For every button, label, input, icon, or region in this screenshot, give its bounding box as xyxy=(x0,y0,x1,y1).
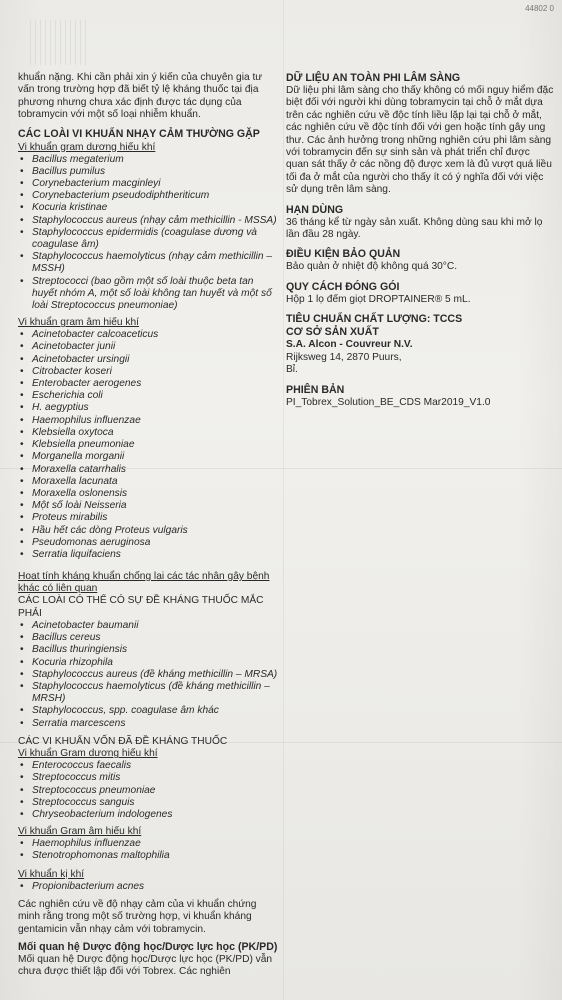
corner-code: 44802 0 xyxy=(525,4,554,13)
list-item: • Haemophilus influenzae xyxy=(18,838,280,850)
pkpd-paragraph: Mối quan hệ Dược động học/Dược lực học (PK/PD) vẫn chưa được thiết lập đối với Tobrex. Các nghiên xyxy=(18,954,273,978)
list-item: • Bacillus cereus xyxy=(18,632,280,644)
list-item: • Corynebacterium pseudodiphtheriticum xyxy=(18,190,280,202)
inherent-pos-list xyxy=(18,760,280,821)
list-item: • Moraxella oslonensis xyxy=(18,488,280,500)
list-item: • Acinetobacter junii xyxy=(18,341,280,353)
list-item: • Corynebacterium macginleyi xyxy=(18,178,280,190)
list-item: • Serratia marcescens xyxy=(18,718,280,730)
list-item: • Staphylococcus haemolyticus (đề kháng methicillin –MRSH) xyxy=(18,681,280,705)
list-item: • Enterobacter aerogenes xyxy=(18,378,280,390)
list-item: • Streptococcus sanguis xyxy=(18,797,280,809)
left-column xyxy=(18,72,280,979)
quality-heading: TIÊU CHUẨN CHẤT LƯỢNG: TCCS xyxy=(286,313,463,326)
maker-name: S.A. Alcon - Couvreur N.V. xyxy=(286,339,413,351)
list-item: • Staphylococcus aureus (nhạy cảm methicillin - MSSA) xyxy=(18,215,280,227)
list-item: • Bacillus thuringiensis xyxy=(18,644,280,656)
list-item: • Citrobacter koseri xyxy=(18,366,280,378)
list-item: • Pseudomonas aeruginosa xyxy=(18,537,280,549)
list-item: • Klebsiella oxytoca xyxy=(18,427,280,439)
list-item: • Escherichia coli xyxy=(18,390,280,402)
inherent-gram-neg-label: Vi khuẩn Gram âm hiếu khí xyxy=(18,826,142,838)
intro-paragraph: khuẩn nặng. Khi cần phải xin ý kiến của chuyên gia tư vấn trong trường hợp đã biết tỷ lệ kháng thuốc tại địa phương nhưng chưa xác định được tác dụng của tobramycin với một số loại nhiễm khuẩn. xyxy=(18,72,263,121)
list-item: • H. aegyptius xyxy=(18,402,280,414)
list-item: • Moraxella lacunata xyxy=(18,476,280,488)
gram-pos-aerobic-label: Vi khuẩn gram dương hiếu khí xyxy=(18,141,156,153)
list-item: • Acinetobacter calcoaceticus xyxy=(18,329,280,341)
acquired-list xyxy=(18,620,280,730)
studies-paragraph: Các nghiên cứu về độ nhạy cảm của vi khuẩn chứng minh rằng trong một số trường hợp, vi khuẩn kháng gentamicin vẫn nhạy cảm với tobramycin. xyxy=(18,898,257,935)
list-item: • Kocuria rhizophila xyxy=(18,657,280,669)
list-item: • Staphylococcus haemolyticus (nhạy cảm methicillin – MSSH) xyxy=(18,251,280,275)
inherent-neg-list xyxy=(18,838,280,862)
list-item: • Staphylococcus, spp. coagulase âm khác xyxy=(18,705,280,717)
list-item: • Staphylococcus epidermidis (coagulase dương và coagulase âm) xyxy=(18,227,280,251)
list-item: • Một số loài Neisseria xyxy=(18,500,280,512)
inherent-heading: CÁC VI KHUẨN VỐN ĐÃ ĐỀ KHÁNG THUỐC xyxy=(18,735,228,747)
gram-neg-list xyxy=(18,329,280,561)
inherent-gram-pos-label: Vi khuẩn Gram dương hiếu khí xyxy=(18,748,158,760)
gram-neg-aerobic-label: Vi khuẩn gram âm hiếu khí xyxy=(18,317,139,329)
storage-heading: ĐIỀU KIỆN BẢO QUẢN xyxy=(286,248,401,261)
maker-heading: CƠ SỞ SẢN XUẤT xyxy=(286,326,379,339)
list-item: • Morganella morganii xyxy=(18,451,280,463)
anaerobic-label: Vi khuẩn kị khí xyxy=(18,868,85,880)
expiry-paragraph: 36 tháng kể từ ngày sản xuất. Không dùng sau khi mở lọ lần đầu 28 ngày. xyxy=(286,216,543,241)
list-item: • Bacillus pumilus xyxy=(18,166,280,178)
pack-heading: QUY CÁCH ĐÓNG GÓI xyxy=(286,280,400,293)
storage-paragraph: Bảo quản ở nhiệt độ không quá 30°C. xyxy=(286,261,458,273)
list-item: • Moraxella catarrhalis xyxy=(18,464,280,476)
list-item: • Kocuria kristinae xyxy=(18,202,280,214)
list-item: • Bacillus megaterium xyxy=(18,154,280,166)
version-code: PI_Tobrex_Solution_BE_CDS Mar2019_V1.0 xyxy=(286,396,491,408)
pack-paragraph: Hộp 1 lọ đếm giọt DROPTAINER® 5 mL. xyxy=(286,293,471,305)
pkpd-heading: Mối quan hệ Dược động học/Dược lực học (PK/PD) xyxy=(18,941,278,954)
gram-pos-list xyxy=(18,154,280,313)
expiry-heading: HẠN DÙNG xyxy=(286,203,344,216)
list-item: • Streptococci (bao gồm một số loài thuộc beta tan huyết nhóm A, một số loài không tan huyết và một số loài Streptococcus pneumoniae) xyxy=(18,276,280,313)
list-item: • Proteus mirabilis xyxy=(18,512,280,524)
acquired-heading: CÁC LOÀI CÓ THỂ CÓ SỰ ĐỀ KHÁNG THUỐC MẮC PHẢI xyxy=(18,595,264,619)
sensitive-heading: CÁC LOÀI VI KHUẨN NHẠY CẢM THƯỜNG GẶP xyxy=(18,127,260,140)
activity-heading: Hoạt tính kháng khuẩn chống lại các tác nhân gây bệnh khác có liên quan xyxy=(18,571,270,595)
bleed-through-text xyxy=(30,20,90,65)
maker-address-line2: Bỉ. xyxy=(286,364,298,376)
list-item: • Serratia liquifaciens xyxy=(18,549,280,561)
list-item: • Chryseobacterium indologenes xyxy=(18,809,280,821)
list-item: • Streptococcus pneumoniae xyxy=(18,785,280,797)
list-item: • Propionibacterium acnes xyxy=(18,881,280,893)
list-item: • Acinetobacter ursingii xyxy=(18,354,280,366)
list-item: • Streptococcus mitis xyxy=(18,772,280,784)
safety-paragraph: Dữ liệu phi lâm sàng cho thấy không có mối nguy hiểm đặc biệt đối với người khi dùng tobramycin tại chỗ ở mắt dựa trên các nghiên cứu về độc tính liều lặp lại tại chỗ ở mắt, các nghiên cứu về độc tính đối với gen hoặc tính gây ung thư. Các ảnh hưởng trong những nghiên cứu phi lâm sàng với tobramycin đến sự sinh sản và phát triển chỉ được quan sát thấy ở các nồng độ được xem là đủ vượt quá liều tối đa ở mắt của người cho thấy ít có ý nghĩa đối với việc sử dụng trên lâm sàng. xyxy=(286,85,554,196)
list-item: • Acinetobacter baumanii xyxy=(18,620,280,632)
anaerobic-list xyxy=(18,881,280,893)
version-heading: PHIÊN BẢN xyxy=(286,383,345,396)
fold-line xyxy=(283,0,284,1000)
list-item: • Klebsiella pneumoniae xyxy=(18,439,280,451)
maker-address-line1: Rijksweg 14, 2870 Puurs, xyxy=(286,351,402,363)
list-item: • Hầu hết các dòng Proteus vulgaris xyxy=(18,525,280,537)
list-item: • Staphylococcus aureus (đề kháng methicillin – MRSA) xyxy=(18,669,280,681)
list-item: • Haemophilus influenzae xyxy=(18,415,280,427)
list-item: • Enterococcus faecalis xyxy=(18,760,280,772)
list-item: • Stenotrophomonas maltophilia xyxy=(18,850,280,862)
safety-heading: DỮ LIỆU AN TOÀN PHI LÂM SÀNG xyxy=(286,72,461,84)
right-column xyxy=(286,72,554,409)
